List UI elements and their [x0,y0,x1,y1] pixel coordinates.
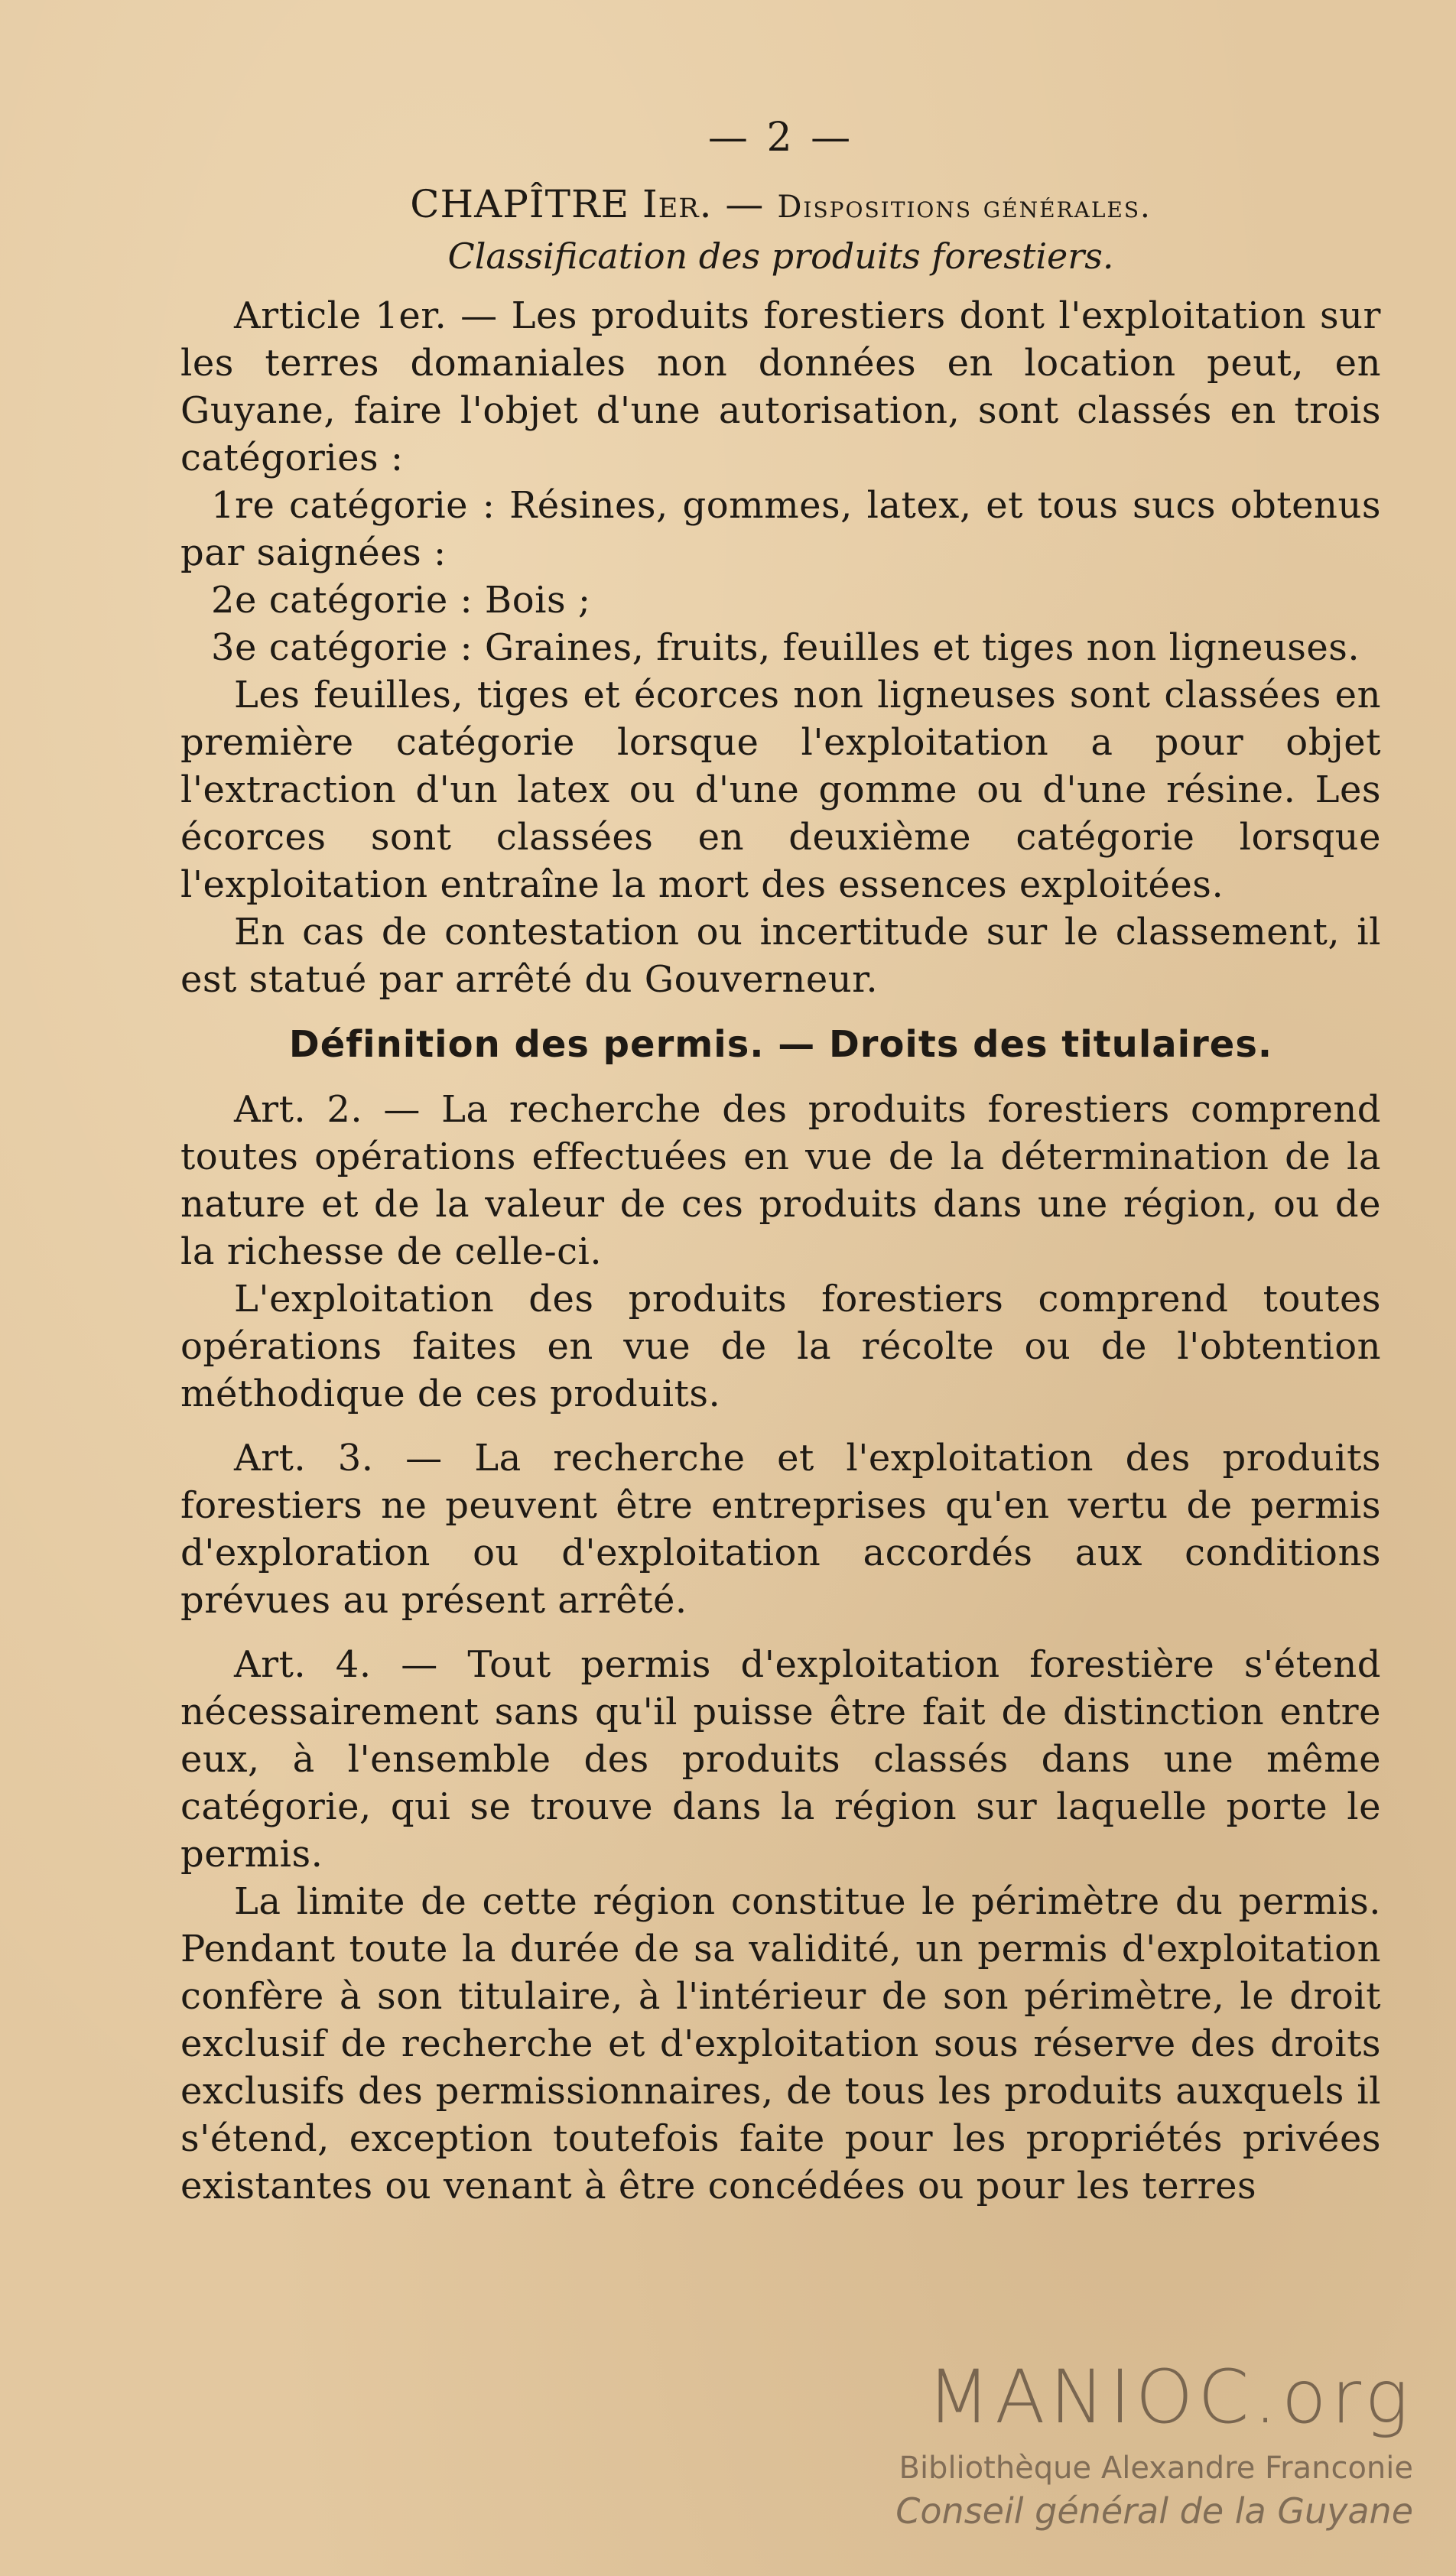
article-1-intro: Article 1er. — Les produits forestiers dont l'exploitation sur les terres domaniales non données en location peut, en Guyane, faire l'objet d'une autorisation, sont classés en trois catégories : [180,294,1381,479]
article-2-paragraph-2: L'exploitation des produits forestiers comprend toutes opérations faites en vue de la récolte ou de l'obtention méthodique de ces produits. [180,1278,1381,1415]
chapter-number: CHAPÎTRE Ier. — [410,182,765,226]
chapter-title: Dispositions générales. [777,190,1152,225]
category-1: 1re catégorie : Résines, gommes, latex, et tous sucs obtenus par saignées : [180,484,1381,574]
article-4-paragraph-1: Art. 4. — Tout permis d'exploitation forestière s'étend nécessairement sans qu'il puisse être fait de distinction entre eux, à l'ensemble des produits classés dans une même catégorie, qui se trouve dans la région sur laquelle porte le permis. [180,1643,1381,1876]
article-2-paragraph-1: Art. 2. — La recherche des produits forestiers comprend toutes opérations effectuées en vue de la détermination de la nature et de la valeur de ces produits dans une région, ou de la richesse de celle-ci. [180,1088,1381,1273]
section-heading: Définition des permis. — Droits des titulaires. [288,1023,1273,1066]
article-3: Art. 3. — La recherche et l'exploitation des produits forestiers ne peuvent être entreprises qu'en vertu de permis d'exploration ou d'exploitation accordés aux conditions prévues au présent arrêté. [180,1437,1381,1622]
watermark-council: Conseil général de la Guyane [895,2490,1413,2532]
page-number: — 2 — [707,115,854,161]
category-3: 3e catégorie : Graines, fruits, feuilles et tiges non ligneuses. [211,626,1360,669]
category-2: 2e catégorie : Bois ; [211,579,591,622]
article-1-paragraph-3: En cas de contestation ou incertitude sur le classement, il est statué par arrêté du Gouverneur. [180,911,1381,1001]
article-1-paragraph-2: Les feuilles, tiges et écorces non ligneuses sont classées en première catégorie lorsque l'exploitation a pour objet l'extraction d'un latex ou d'une gomme ou d'une résine. Les écorces sont classées en deuxième catégorie lorsque l'exploitation entraîne la mort des essences exploitées. [180,674,1381,906]
watermark [878,2354,1413,2532]
manioc-logo: MANIOC.org [927,2354,1413,2440]
chapter-heading [180,182,1381,226]
watermark-library: Bibliothèque Alexandre Franconie [899,2451,1413,2486]
document-page [180,115,1381,2210]
article-4-paragraph-2: La limite de cette région constitue le périmètre du permis. Pendant toute la durée de sa validité, un permis d'exploitation confère à son titulaire, à l'intérieur de son périmètre, le droit exclusif de recherche et d'exploitation sous réserve des droits exclusifs des permissionnaires, de tous les produits auxquels il s'étend, exception toutefois faite pour les propriétés privées existantes ou venant à être concédées ou pour les terres [180,1880,1381,2207]
section-subtitle: Classification des produits forestiers. [447,236,1114,277]
